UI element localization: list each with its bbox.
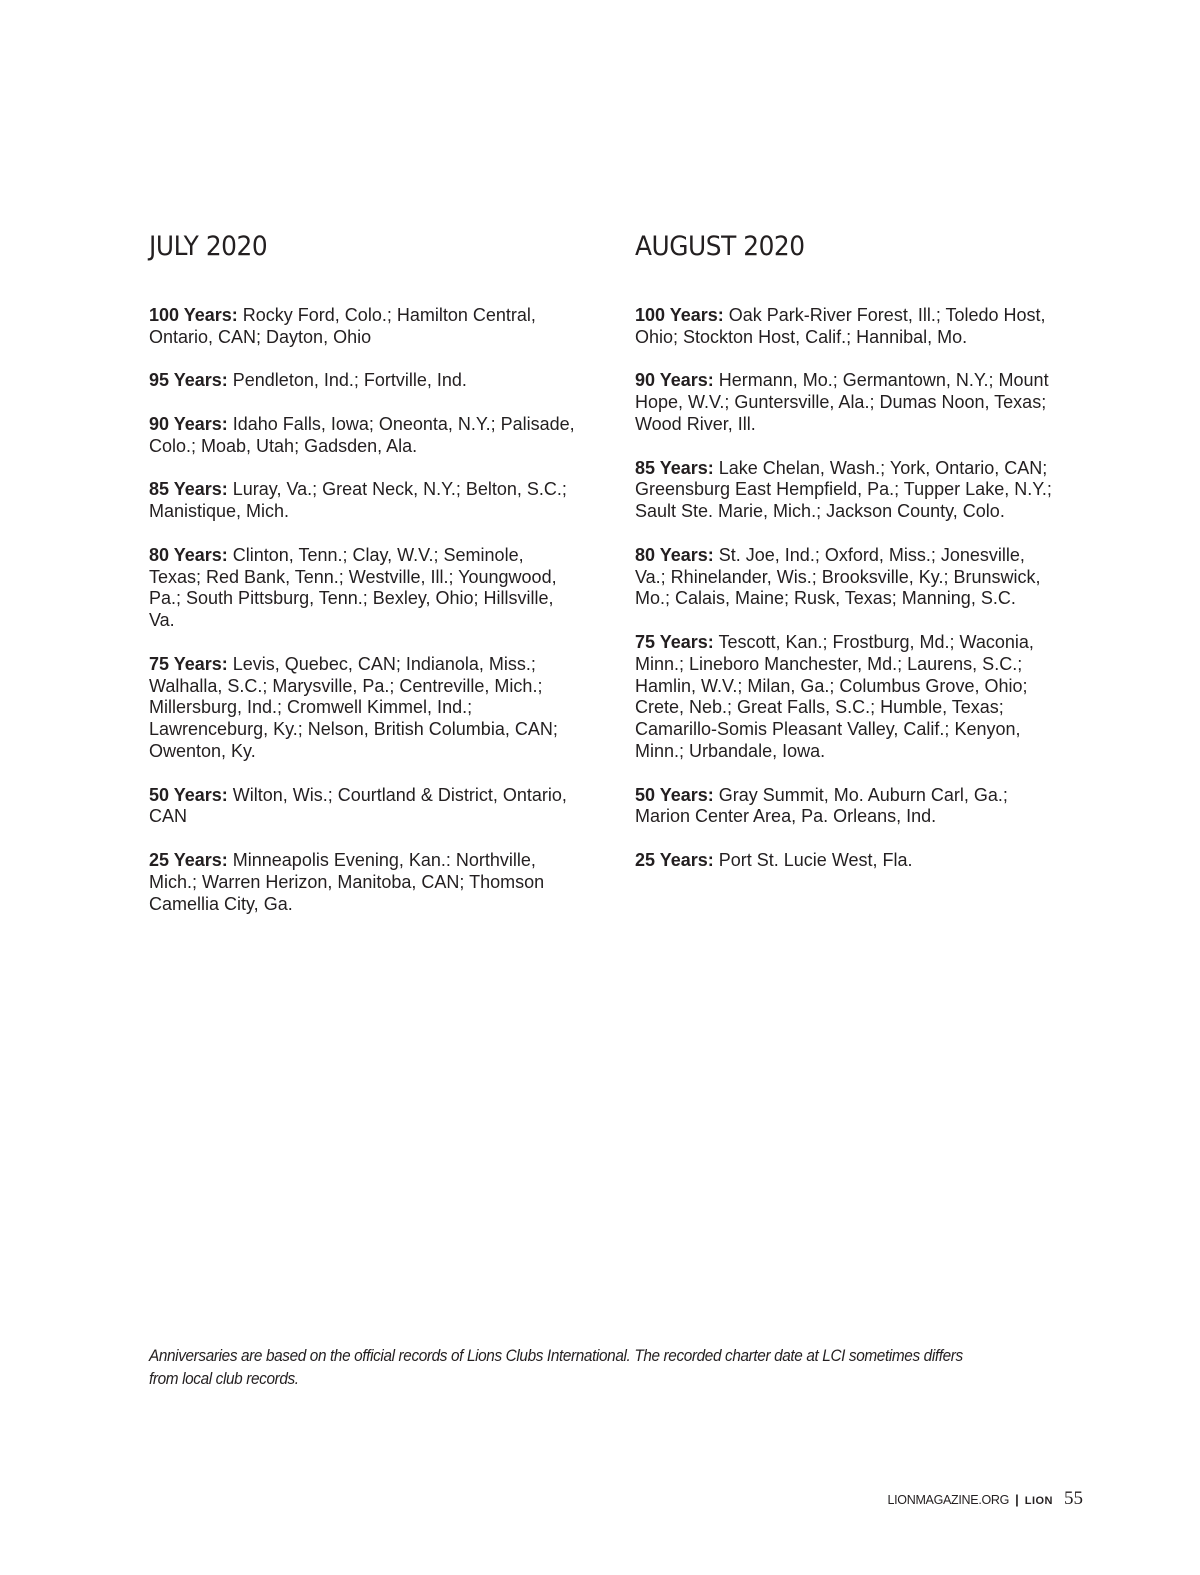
footer-separator: | (1015, 1492, 1019, 1507)
july-heading: JULY 2020 (149, 231, 268, 262)
club-list: Lake Chelan, Wash.; York, Ontario, CAN; Greensburg East Hempfield, Pa.; Tupper Lake, N.Y.; Sault Ste. Marie, Mich.; Jackson County, Colo. (635, 457, 1052, 522)
club-list: Pendleton, Ind.; Fortville, Ind. (232, 370, 467, 391)
club-list: Idaho Falls, Iowa; Oneonta, N.Y.; Palisade, Colo.; Moab, Utah; Gadsden, Ala. (149, 413, 575, 456)
august-entry (635, 785, 1055, 829)
magazine-name: LION (1024, 1495, 1053, 1507)
july-entry (149, 545, 579, 632)
years-label: 85 Years: (149, 479, 228, 500)
footnote: Anniversaries are based on the official records of Lions Clubs International. The recorded charter date at LCI sometimes differs from local club records. (149, 1346, 963, 1388)
years-label: 25 Years: (149, 849, 228, 870)
page-number: 55 (1064, 1488, 1083, 1509)
years-label: 80 Years: (149, 544, 228, 565)
years-label: 50 Years: (149, 784, 228, 805)
years-label: 100 Years: (149, 305, 238, 325)
august-entry (635, 632, 1055, 763)
years-label: 90 Years: (635, 370, 714, 391)
club-list: Luray, Va.; Great Neck, N.Y.; Belton, S.C.; Manistique, Mich. (149, 479, 567, 522)
july-entry (149, 479, 579, 523)
club-list: Tescott, Kan.; Frostburg, Md.; Waconia, Minn.; Lineboro Manchester, Md.; Laurens, S.C.; Hamlin, W.V.; Milan, Ga.; Columbus Grove, Ohio; Crete, Neb.; Great Falls, S.C.; Humble, Texas; Camarillo-Somis Pleasant Valley, Calif.; Kenyon, Minn.; Urbandale, Iowa. (635, 631, 1034, 761)
club-list: Oak Park-River Forest, Ill.; Toledo Host, Ohio; Stockton Host, Calif.; Hannibal, Mo. (635, 305, 1046, 347)
site-url: LIONMAGAZINE.ORG (887, 1493, 1010, 1507)
july-column (149, 228, 579, 937)
page-footer (887, 1488, 1083, 1510)
years-label: 100 Years: (635, 305, 724, 325)
club-list: St. Joe, Ind.; Oxford, Miss.; Jonesville, Va.; Rhinelander, Wis.; Brooksville, Ky.; Brunswick, Mo.; Calais, Maine; Rusk, Texas; Manning, S.C. (635, 544, 1041, 609)
july-entry (149, 305, 579, 349)
july-entry (149, 414, 579, 458)
club-list: Port St. Lucie West, Fla. (718, 849, 913, 870)
august-heading: AUGUST 2020 (635, 231, 805, 262)
august-column (635, 228, 1055, 894)
july-entry (149, 370, 579, 392)
years-label: 75 Years: (149, 653, 228, 674)
august-entry (635, 370, 1055, 435)
years-label: 85 Years: (635, 457, 714, 478)
club-list: Levis, Quebec, CAN; Indianola, Miss.; Walhalla, S.C.; Marysville, Pa.; Centreville, Mich.; Millersburg, Ind.; Cromwell Kimmel, Ind.; Lawrenceburg, Ky.; Nelson, British Columbia, CAN; Owenton, Ky. (149, 653, 558, 761)
august-entry (635, 545, 1055, 610)
years-label: 90 Years: (149, 413, 228, 434)
years-label: 80 Years: (635, 544, 714, 565)
july-entry (149, 850, 579, 915)
club-list: Rocky Ford, Colo.; Hamilton Central, Ontario, CAN; Dayton, Ohio (149, 305, 536, 347)
years-label: 95 Years: (149, 370, 228, 391)
years-label: 75 Years: (635, 631, 714, 652)
club-list: Wilton, Wis.; Courtland & District, Ontario, CAN (149, 784, 567, 827)
july-entry (149, 654, 579, 763)
club-list: Hermann, Mo.; Germantown, N.Y.; Mount Hope, W.V.; Guntersville, Ala.; Dumas Noon, Texas; Wood River, Ill. (635, 370, 1049, 434)
club-list: Clinton, Tenn.; Clay, W.V.; Seminole, Texas; Red Bank, Tenn.; Westville, Ill.; Youngwood, Pa.; South Pittsburg, Tenn.; Bexley, Ohio; Hillsville, Va. (149, 544, 557, 631)
july-entry (149, 785, 579, 829)
club-list: Gray Summit, Mo. Auburn Carl, Ga.; Marion Center Area, Pa. Orleans, Ind. (635, 784, 1008, 827)
years-label: 25 Years: (635, 849, 714, 870)
club-list: Minneapolis Evening, Kan.: Northville, Mich.; Warren Herizon, Manitoba, CAN; Thomson Camellia City, Ga. (149, 849, 545, 914)
august-entry (635, 850, 1055, 872)
august-entry (635, 305, 1055, 349)
august-entry (635, 458, 1055, 523)
years-label: 50 Years: (635, 784, 714, 805)
